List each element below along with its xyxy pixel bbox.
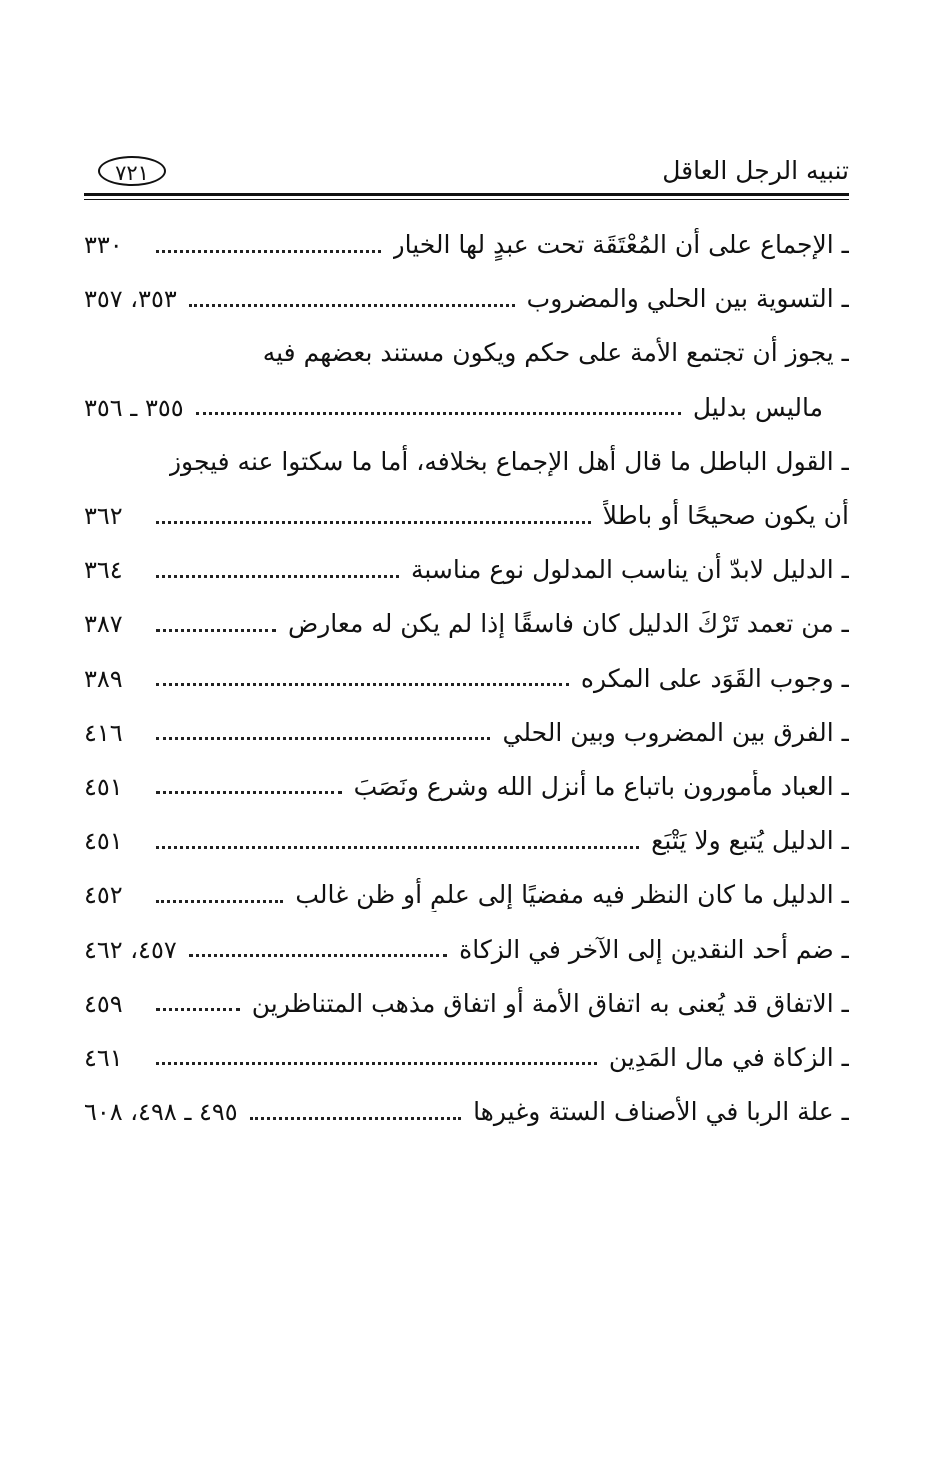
entry-text: ـ التسوية بين الحلي والمضروب	[526, 284, 849, 314]
entry-pages: ٤٩٥ ـ ٤٩٨، ٦٠٨	[84, 1098, 238, 1127]
page-number: ٧٢١	[98, 156, 166, 186]
index-entry	[84, 652, 849, 706]
header-rule	[84, 193, 849, 200]
dot-leader	[156, 1042, 597, 1065]
dot-leader	[156, 988, 240, 1011]
entry-pages: ٣٥٥ ـ ٣٥٦	[84, 393, 184, 422]
entry-pages: ٣٥٣، ٣٥٧	[84, 285, 177, 314]
entry-text: أن يكون صحيحًا أو باطلاً	[602, 501, 849, 531]
entry-pages: ٤٥١	[84, 772, 123, 801]
index-entry	[84, 272, 849, 326]
index-entry	[84, 218, 849, 272]
dot-leader	[156, 609, 276, 632]
entry-text: ـ ضم أحد النقدين إلى الآخر في الزكاة	[459, 934, 849, 964]
entry-pages: ٣٦٤	[84, 556, 123, 585]
dot-leader	[189, 934, 447, 957]
entry-pages: ٤١٦	[84, 718, 123, 747]
entry-text: ـ الزكاة في مال المَدِين	[608, 1042, 849, 1072]
dot-leader	[156, 501, 591, 524]
dot-leader	[156, 880, 283, 903]
dot-leader	[250, 1097, 461, 1120]
entry-text: ـ الفرق بين المضروب وبين الحلي	[502, 717, 849, 747]
index-entry	[84, 760, 849, 814]
index-entry	[84, 868, 849, 922]
entry-text: ـ العباد مأمورون باتباع ما أنزل الله وشرع ونَصَبَ	[353, 771, 849, 801]
index-entry	[84, 543, 849, 597]
index-entry	[84, 597, 849, 651]
entry-pages: ٤٥٧، ٤٦٢	[84, 935, 177, 964]
dot-leader	[196, 392, 681, 415]
dot-leader	[156, 826, 639, 849]
entry-text: ـ يجوز أن تجتمع الأمة على حكم ويكون مستند بعضهم فيه	[262, 338, 849, 368]
entry-text: ـ الدليل لابدّ أن يناسب المدلول نوع مناسبة	[410, 555, 849, 585]
entry-pages: ٤٥٢	[84, 881, 123, 910]
entry-pages: ٤٦١	[84, 1043, 123, 1072]
entry-text: ـ الدليل يُتبع ولا يَتْبَع	[651, 826, 849, 856]
index-entry	[84, 1031, 849, 1085]
index-entry	[84, 1085, 849, 1139]
entry-text: ـ من تعمد تَرْكَ الدليل كان فاسقًا إذا لم يكن له معارض	[287, 609, 849, 639]
entry-pages: ٣٣٠	[84, 231, 123, 260]
dot-leader	[156, 663, 569, 686]
entry-text: ـ الاتفاق قد يُعنى به اتفاق الأمة أو اتفاق مذهب المتناظرين	[251, 988, 849, 1018]
index-entry	[84, 326, 849, 380]
dot-leader	[189, 284, 515, 307]
entry-text: ـ وجوب القَوَد على المكره	[580, 663, 849, 693]
index-entries	[84, 218, 849, 1139]
index-entry-continuation	[84, 489, 849, 543]
entry-pages: ٤٥١	[84, 827, 123, 856]
entry-pages: ٤٥٩	[84, 989, 123, 1018]
entry-text: ماليس بدليل	[692, 392, 823, 422]
entry-pages: ٣٦٢	[84, 502, 123, 531]
index-entry-continuation	[84, 381, 849, 435]
entry-text: ـ الإجماع على أن المُعْتَقَة تحت عبدٍ لها الخيار	[392, 230, 849, 260]
index-entry	[84, 435, 849, 489]
dot-leader	[156, 230, 381, 253]
index-entry	[84, 977, 849, 1031]
page-header	[84, 150, 849, 194]
entry-text: ـ الدليل ما كان النظر فيه مفضيًا إلى علمٍ أو ظن غالب	[295, 880, 849, 910]
dot-leader	[156, 717, 490, 740]
entry-pages: ٣٨٩	[84, 664, 123, 693]
entry-text: ـ علة الربا في الأصناف الستة وغيرها	[473, 1097, 849, 1127]
index-entry	[84, 922, 849, 976]
index-entry	[84, 706, 849, 760]
entry-text: ـ القول الباطل ما قال أهل الإجماع بخلافه، أما ما سكتوا عنه فيجوز	[168, 446, 849, 476]
dot-leader	[156, 555, 399, 578]
index-entry	[84, 814, 849, 868]
dot-leader	[156, 771, 342, 794]
running-title: تنبيه الرجل العاقل	[662, 156, 849, 185]
entry-pages: ٣٨٧	[84, 610, 123, 639]
